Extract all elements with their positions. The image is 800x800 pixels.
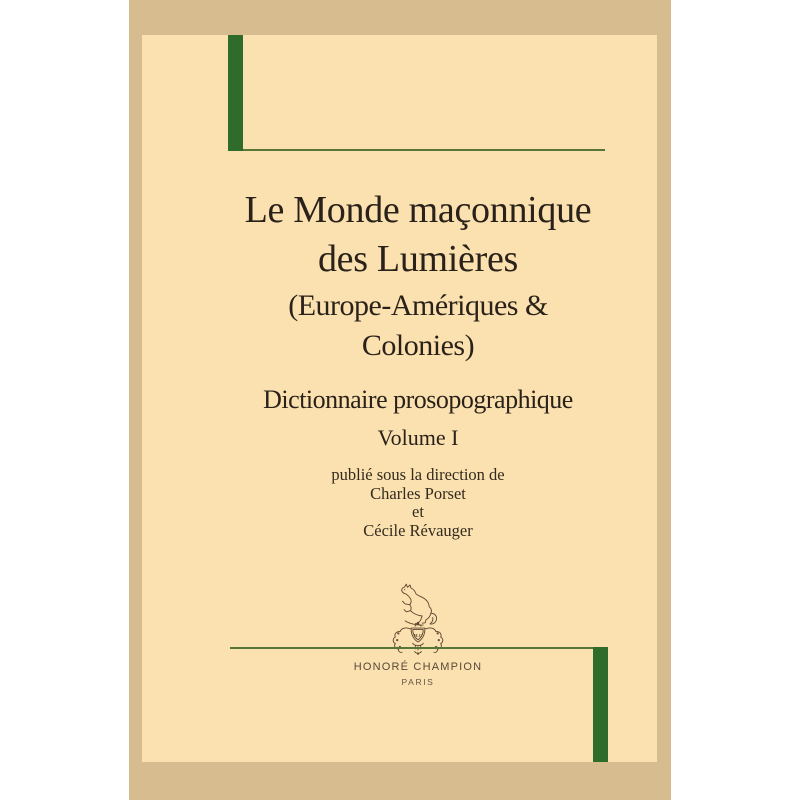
editor-name-1: Charles Porset [370, 483, 466, 503]
editors-intro: publié sous la direction de [331, 465, 505, 484]
publisher-name: HONORÉ CHAMPION [353, 661, 483, 673]
cover-front-panel [142, 35, 657, 762]
book-subtitle: (Europe-Amériques & Colonies) [288, 289, 548, 362]
publisher-emblem [384, 581, 452, 657]
editors-conjunction: et [412, 502, 424, 521]
horse-icon [402, 584, 437, 624]
book-title [230, 186, 606, 284]
publisher-city: PARIS [401, 677, 435, 687]
series-title: Dictionnaire prosopographique [263, 385, 573, 414]
crest-shield-icon [393, 621, 443, 654]
book-title-line-2: des Lumières [317, 238, 519, 280]
accent-rule-bottom [230, 647, 593, 649]
cover-text-block [230, 35, 606, 657]
book-cover [129, 0, 671, 800]
editor-name-2: Cécile Révauger [363, 520, 473, 540]
volume-label: Volume I [377, 425, 459, 450]
emblem-monogram: H.C [414, 632, 422, 638]
editors-block [230, 466, 606, 540]
book-title-line-1: Le Monde maçonnique [244, 189, 592, 231]
publisher-imprint [230, 661, 606, 687]
